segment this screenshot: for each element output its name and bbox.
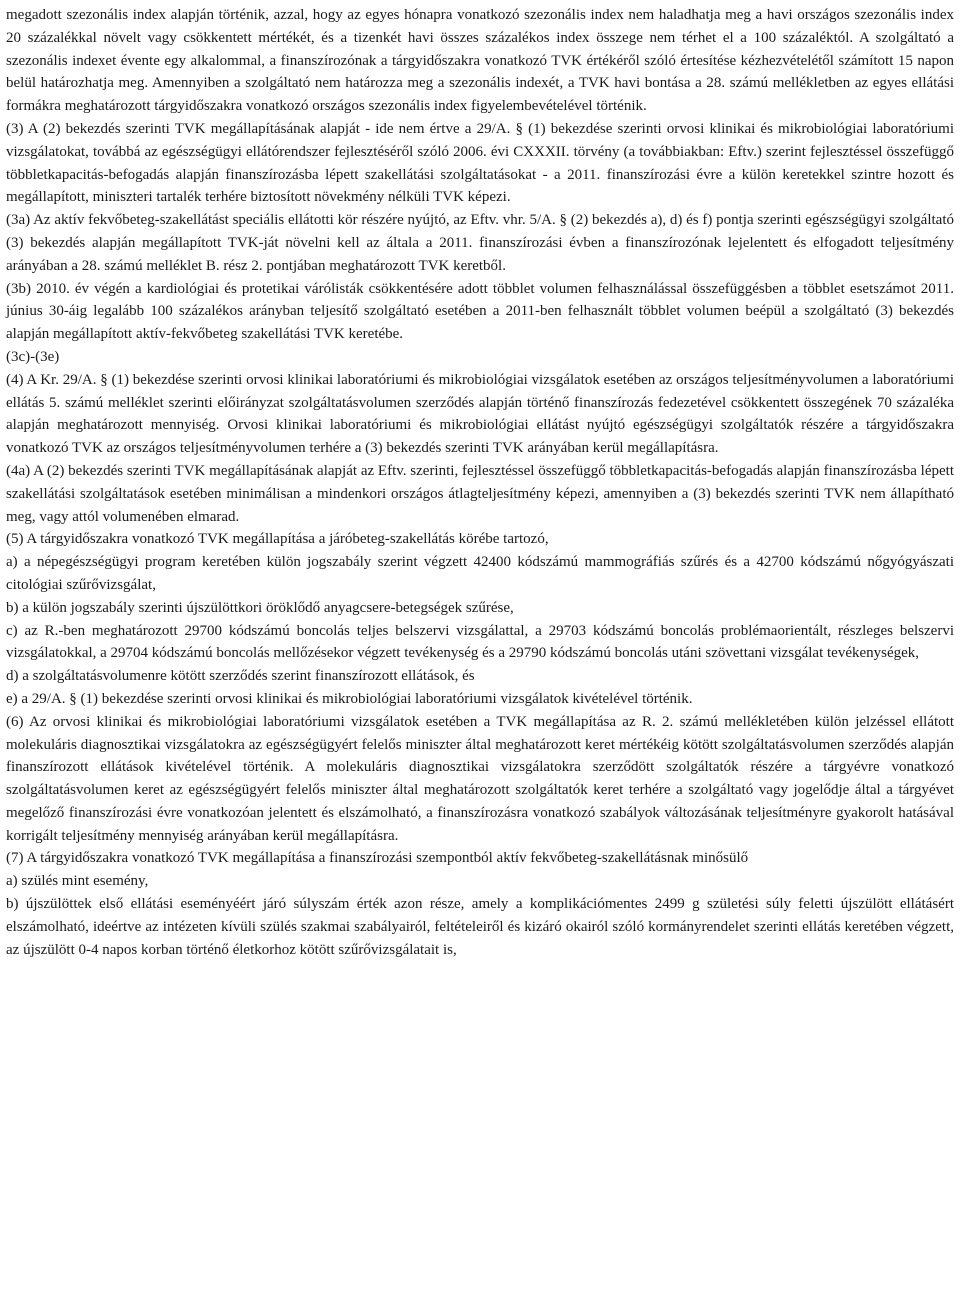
paragraph-section-3: (3) A (2) bekezdés szerinti TVK megállapításának alapját - ide nem értve a 29/A. § (1) bekezdése szerinti orvosi klinikai és mikrobiológiai laboratóriumi vizsgálatokat, továbbá az egészségügyi ellátórendszer fejlesztéséről szóló 2006. évi CXXXII. törvény (a továbbiakban: Eftv.) szerint fejlesztéssel összefüggő többletkapacitás-befogadás alapján finanszírozásba lépett szakellátási szolgáltatásokat - a 2011. finanszírozási évre a külön keretekkel szintre hozott és megállapított, miniszteri tartalék terhére biztosított növekmény nélküli TVK képezi. [6,120,954,206]
paragraph-section-3c-3e: (3c)-(3e) [6,348,60,365]
paragraph-section-3b: (3b) 2010. év végén a kardiológiai és protetikai várólisták csökkentésére adott többlet volumen felhasználással összefüggésben a többlet esetszámot 2011. június 30-áig legalább 100 százalékos arányban teljesítő szolgáltató esetében a 2011-ben felhasznált többlet volumen beépül a szolgáltató (3) bekezdés alapján megállapított aktív-fekvőbeteg szakellátási TVK keretébe. [6,280,954,343]
paragraph-section-6: (6) Az orvosi klinikai és mikrobiológiai laboratóriumi vizsgálatok esetében a TVK megállapítása az R. 2. számú mellékletében külön jelzéssel ellátott molekuláris diagnosztikai vizsgálatokra az egészségügyért felelős miniszter által meghatározott keret mértékéig kötött szolgáltatásvolumen szerződés alapján finanszírozott ellátások kivételével történik. A molekuláris diagnosztikai vizsgálatokra szerződött szolgáltatók részére a tárgyévre vonatkozó szolgáltatásvolumen keret az egészségügyért felelős miniszter által meghatározott szolgáltatók keret terhére a szolgáltató vagy jogelődje által a tárgyévet megelőző finanszírozási évre vonatkozóan jelentett és elszámolható, a finanszírozásra vonatkozó szabályok változásának teljesítményre gyakorolt hatásával korrigált teljesítmény mennyiség arányában kerül megállapításra. [6,713,954,844]
paragraph-section-3a: (3a) Az aktív fekvőbeteg-szakellátást speciális ellátotti kör részére nyújtó, az Eftv. vhr. 5/A. § (2) bekezdés a), d) és f) pontja szerinti egészségügyi szolgáltató (3) bekezdés alapján megállapított TVK-ját növelni kell az általa a 2011. finanszírozási évben a finanszírozónak lejelentett és elfogadott teljesítmény arányában a 28. számú melléklet B. rész 2. pontjában meghatározott TVK keretből. [6,212,954,274]
list-item-5b: b) a külön jogszabály szerinti újszülöttkori öröklődő anyagcsere-betegségek szűrése, [6,599,514,616]
list-item-5e: e) a 29/A. § (1) bekezdése szerinti orvosi klinikai és mikrobiológiai laboratóriumi vizsgálatok kivételével történik. [6,690,693,707]
paragraph-section-4: (4) A Kr. 29/A. § (1) bekezdése szerinti orvosi klinikai laboratóriumi és mikrobiológiai vizsgálatok esetében az országos teljesítményvolumen a laboratóriumi ellátás 5. számú melléklet szerinti előirányzat szolgáltatásvolumen szerződés alapján történő finanszírozás fedezetével csökkentett összegének 70 százaléka alapján meghatározott mennyiség. Orvosi klinikai laboratóriumi és mikrobiológiai ellátást nyújtó egészségügyi szolgáltatók részére a tárgyidőszakra vonatkozó TVK az országos teljesítményvolumen terhére a (3) bekezdés szerinti TVK arányában kerül megállapításra. [6,371,954,457]
list-item-5d: d) a szolgáltatásvolumenre kötött szerződés szerint finanszírozott ellátások, és [6,668,475,685]
list-item-7b: b) újszülöttek első ellátási eseményéért járó súlyszám érték azon része, amely a komplikációmentes 2499 g születési súly feletti újszülött ellátásért elszámolható, ideértve az intézeten kívüli szülés szakmai szabályairól, feltételeiről és kizáró okairól szóló kormányrendelet szerinti ellátás keretében végzett, az újszülött 0-4 napos korban történő életkorhoz kötött szűrővizsgálatait is, [6,896,954,958]
paragraph-section-5: (5) A tárgyidőszakra vonatkozó TVK megállapítása a járóbeteg-szakellátás körébe tartozó, [6,531,549,548]
list-item-5a: a) a népegészségügyi program keretében külön jogszabály szerint végzett 42400 kódszámú mammográfiás szűrés és a 42700 kódszámú nőgyógyászati citológiai szűrővizsgálat, [6,554,954,593]
list-item-7a: a) szülés mint esemény, [6,873,149,890]
paragraph-seasonal-index-continuation: megadott szezonális index alapján történik, azzal, hogy az egyes hónapra vonatkozó szezonális index nem haladhatja meg a havi országos szezonális index 20 százalékkal növelt vagy csökkentett mértékét, és a tizenkét havi összes százalékos index összege nem térhet el a 100 százaléktól. A szolgáltató a szezonális indexet évente egy alkalommal, a finanszírozónak a tárgyidőszakra vonatkozó TVK értékéről szóló értesítése kézhezvételétől számított 15 napon belül határozhatja meg. Amennyiben a szolgáltató nem határozza meg a szezonális indexét, a TVK havi bontása a 28. számú mellékletben az egyes ellátási formákra meghatározott tárgyidőszakra vonatkozó országos szezonális index figyelembevételével történik. [6,7,954,115]
paragraph-section-4a: (4a) A (2) bekezdés szerinti TVK megállapításának alapját az Eftv. szerinti, fejlesztéssel összefüggő többletkapacitás-befogadás alapján finanszírozásba lépett szakellátási szolgáltatások esetében minimálisan a mindenkori országos átlagteljesítmény képezi, amennyiben a (3) bekezdés szerinti TVK nem állapítható meg, vagy attól volumenében elmarad. [6,462,954,525]
paragraph-section-7: (7) A tárgyidőszakra vonatkozó TVK megállapítása a finanszírozási szempontból aktív fekvőbeteg-szakellátásnak minősülő [6,850,749,867]
list-item-5c: c) az R.-ben meghatározott 29700 kódszámú boncolás teljes belszervi vizsgálattal, a 29703 kódszámú boncolás problémaorientált, részleges belszervi vizsgálatokkal, a 29704 kódszámú boncolás mellőzésekor végzett tevékenység és a 29790 kódszámú boncolás utáni szövettani vizsgálat tevékenységek, [6,622,954,662]
